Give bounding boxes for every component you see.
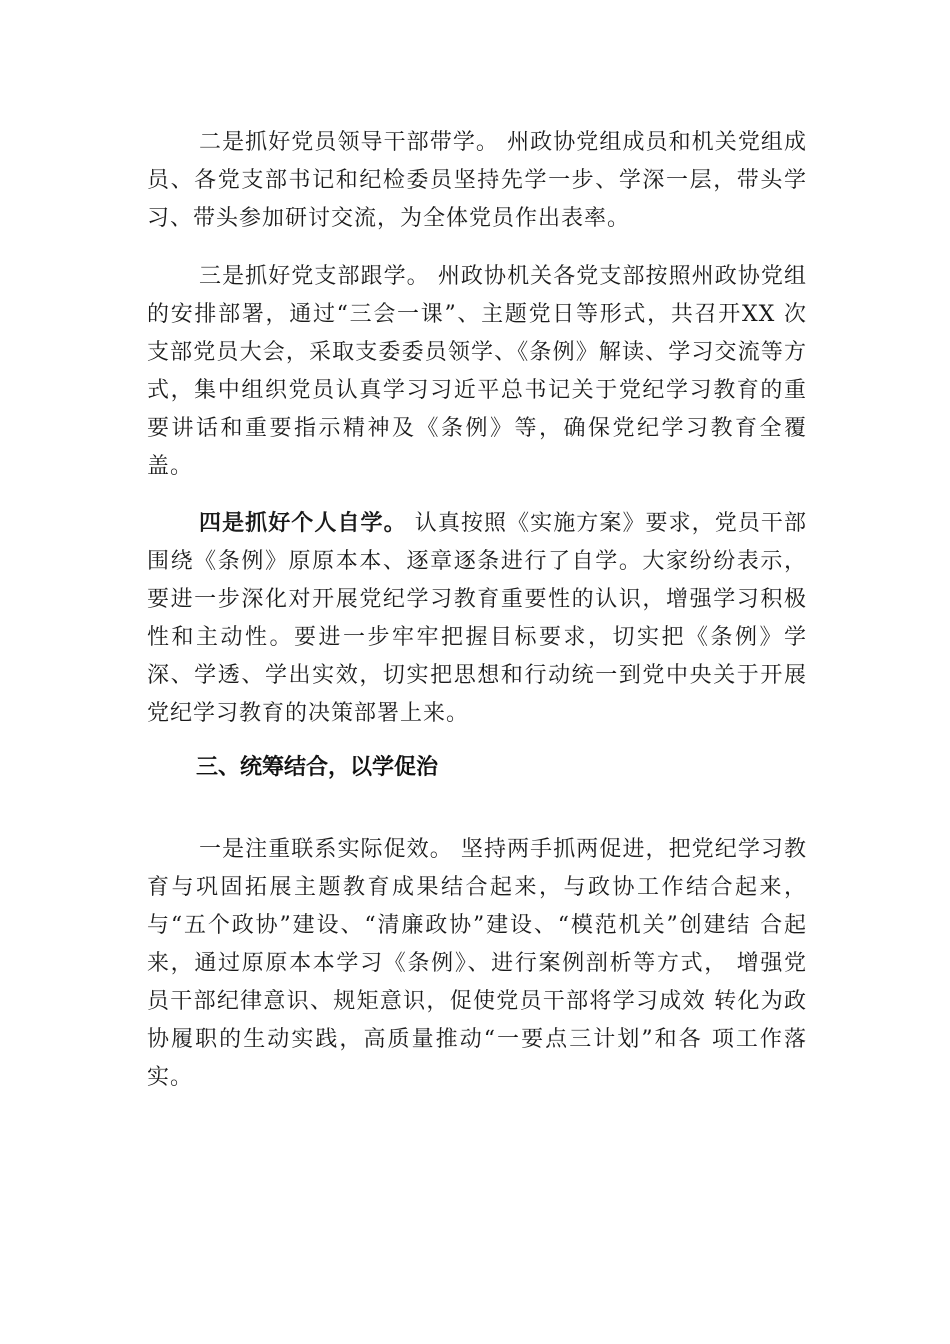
- paragraph-lead: 一是注重联系实际促效。: [199, 837, 453, 862]
- paragraph-body: 州政协党组成员和机关党组成员、各党支部书记和纪检委员坚持先学一步、学深一层，带头学习、带头参加研讨交流，为全体党员作出表率。: [147, 130, 807, 231]
- paragraph-lead: 三是抓好党支部跟学。: [199, 264, 430, 289]
- paragraph-self-study: [147, 505, 807, 733]
- paragraph-lead: 四是抓好个人自学。: [199, 511, 407, 536]
- paragraph-body: 坚持两手抓两促进，把党纪学习教育与巩固拓展主题教育成果结合起来，与政协工作结合起来，与“五个政协”建设、“清廉政协”建设、“模范机关”创建结 合起来，通过原原本本学习《条例》、进行案例剖析等方式， 增强党员干部纪律意识、规矩意识，促使党员干部将学习成效 转化为政协履职的生动实践，高质量推动“一要点三计划”和各 项工作落实。: [147, 837, 807, 1090]
- section-heading: 三、统筹结合，以学促治: [196, 755, 439, 780]
- paragraph-leader-study: [147, 124, 807, 238]
- paragraph-practice: [147, 831, 807, 1097]
- paragraph-branch-study: [147, 258, 807, 486]
- paragraph-body: 认真按照《实施方案》要求，党员干部围绕《条例》原原本本、逐章逐条进行了自学。大家纷纷表示，要进一步深化对开展党纪学习教育重要性的认识，增强学习积极性和主动性。要进一步牢牢把握目标要求，切实把《条例》学深、学透、学出实效，切实把思想和行动统一到党中央关于开展党纪学习教育的决策部署上来。: [147, 511, 807, 726]
- paragraph-body: 州政协机关各党支部按照州政协党组的安排部署，通过“三会一课”、主题党日等形式，共召开XX 次支部党员大会，采取支委委员领学、《条例》解读、学习交流等方式，集中组织党员认真学习习近平总书记关于党纪学习教育的重要讲话和重要指示精神及《条例》等，确保党纪学习教育全覆盖。: [147, 264, 807, 479]
- paragraph-lead: 二是抓好党员领导干部带学。: [199, 130, 499, 155]
